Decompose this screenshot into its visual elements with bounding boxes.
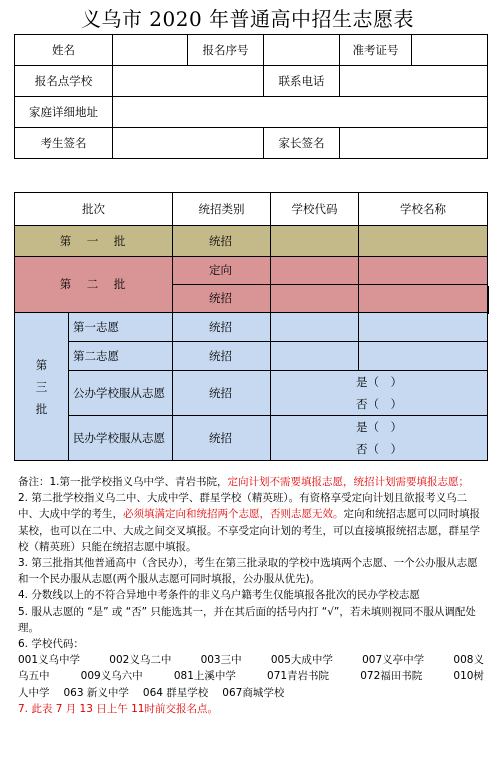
notes-section xyxy=(18,474,484,717)
first-choice-name-field[interactable] xyxy=(359,313,488,342)
note-5: 5. 服从志愿的 “是” 或 “否” 只能选其一，并在其后面的括号内打 “√”，若未填则视同不服从调配处理。 xyxy=(18,605,476,634)
batch-2-label: 第 二 批 xyxy=(15,257,173,313)
page-title: 义乌市 2020 年普通高中招生志愿表 xyxy=(80,7,415,31)
batch-3-label: 第 三 批 xyxy=(15,313,69,461)
school-codes-row-1 xyxy=(18,652,484,668)
school-field[interactable] xyxy=(113,66,264,97)
note-1-text: 备注：1.第一批学校指义乌中学、青岩书院， xyxy=(18,476,228,488)
first-choice-code-field[interactable] xyxy=(271,313,359,342)
batch-2-unified-name-field[interactable] xyxy=(359,285,488,313)
school-code: 002义乌二中 xyxy=(109,654,172,667)
batch-2-directed-category: 定向 xyxy=(173,257,271,285)
category-header: 统招类别 xyxy=(173,193,271,226)
exam-no-label: 准考证号 xyxy=(340,35,412,66)
public-obey-yes[interactable]: 是（ ） xyxy=(356,375,402,389)
parent-signature-field[interactable] xyxy=(340,128,488,159)
batch-1-label: 第 一 批 xyxy=(15,226,173,257)
school-code: 010树 xyxy=(453,670,484,683)
school-code: 005大成中学 xyxy=(270,654,333,667)
school-codes-row-2 xyxy=(18,668,484,684)
name-field[interactable] xyxy=(113,35,188,66)
school-code: 071青岩书院 xyxy=(267,670,330,683)
volunteer-table xyxy=(14,192,488,461)
second-choice-name-field[interactable] xyxy=(359,342,488,371)
note-4: 4. 分数线以上的不符合异地中考条件的非义乌户籍考生仅能填报各批次的民办学校志愿 xyxy=(18,589,420,602)
batch-1-category: 统招 xyxy=(173,226,271,257)
public-obey-no[interactable]: 否（ ） xyxy=(356,397,402,411)
school-code: 063 新义中学 xyxy=(63,686,129,699)
school-code: 003三中 xyxy=(200,654,242,667)
student-signature-field[interactable] xyxy=(113,128,264,159)
name-label: 姓名 xyxy=(15,35,113,66)
private-obey-label: 民办学校服从志愿 xyxy=(69,416,173,461)
note-2 xyxy=(18,490,484,555)
reg-no-field[interactable] xyxy=(264,35,340,66)
parent-signature-label: 家长签名 xyxy=(264,128,340,159)
school-code: 064 群星学校 xyxy=(142,686,209,699)
exam-no-field[interactable] xyxy=(412,35,488,66)
school-label: 报名点学校 xyxy=(15,66,113,97)
school-code: 008义 xyxy=(453,654,484,667)
private-obey-choice[interactable] xyxy=(271,416,488,461)
note-7: 7. 此表 7 月 13 日上午 11时前交报名点。 xyxy=(18,702,218,715)
address-field[interactable] xyxy=(113,97,488,128)
first-choice-category: 统招 xyxy=(173,313,271,342)
edge-marker xyxy=(487,286,489,314)
school-code: 067商城学校 xyxy=(222,686,285,699)
private-obey-no[interactable]: 否（ ） xyxy=(356,442,402,456)
address-label: 家庭详细地址 xyxy=(15,97,113,128)
note-1 xyxy=(18,474,484,490)
second-choice-code-field[interactable] xyxy=(271,342,359,371)
public-obey-choice[interactable] xyxy=(271,371,488,416)
school-code: 009义乌六中 xyxy=(80,670,143,683)
note-2-text: 2. 第二批学校指义乌二中、大成中学、群星学校（精英班）。有资格享受定向计划且欲报考义乌二中、大成中学的考生， xyxy=(18,492,468,521)
school-name-header: 学校名称 xyxy=(359,193,488,226)
second-choice-label: 第二志愿 xyxy=(69,342,173,371)
note-2-highlight: 必须填满定向和统招两个志愿，否则志愿无效。 xyxy=(123,508,344,521)
batch-2-unified-category: 统招 xyxy=(173,285,271,313)
note-1-highlight: 定向计划不需要填报志愿，统招计划需要填报志愿； xyxy=(227,476,470,488)
batch-2-directed-name-field[interactable] xyxy=(359,257,488,285)
school-code: 007义亭中学 xyxy=(362,654,425,667)
school-codes-row-3 xyxy=(18,685,484,701)
batch-1-code-field[interactable] xyxy=(271,226,359,257)
batch-2-directed-code-field[interactable] xyxy=(271,257,359,285)
batch-2-unified-code-field[interactable] xyxy=(271,285,359,313)
student-signature-label: 考生签名 xyxy=(15,128,113,159)
school-code: 人中学 xyxy=(18,686,50,699)
school-code: 081上溪中学 xyxy=(173,670,236,683)
school-code: 072福田书院 xyxy=(360,670,423,683)
reg-no-label: 报名序号 xyxy=(188,35,264,66)
private-obey-category: 统招 xyxy=(173,416,271,461)
school-code: 001义乌中学 xyxy=(18,654,81,667)
batch-header: 批次 xyxy=(15,193,173,226)
public-obey-category: 统招 xyxy=(173,371,271,416)
note-2-text-cont: 定向和统招志愿可以同时填报某校，也可以在二中、大成之间交叉填报。不享受定向计划的考生，可以直接填报统招志愿，群星学校（精英班）只能在统招志愿中填报。 xyxy=(18,508,480,553)
first-choice-label: 第一志愿 xyxy=(69,313,173,342)
second-choice-category: 统招 xyxy=(173,342,271,371)
phone-label: 联系电话 xyxy=(264,66,340,97)
public-obey-label: 公办学校服从志愿 xyxy=(69,371,173,416)
private-obey-yes[interactable]: 是（ ） xyxy=(356,420,402,434)
school-code: 乌五中 xyxy=(18,670,50,683)
personal-info-table xyxy=(14,34,488,159)
phone-field[interactable] xyxy=(340,66,488,97)
note-3: 3. 第三批指其他普通高中（含民办），考生在第三批录取的学校中选填两个志愿、一个公办服从志愿和一个民办服从志愿(两个服从志愿可同时填报，公办服从优先)。 xyxy=(18,557,478,586)
school-code-header: 学校代码 xyxy=(271,193,359,226)
note-6: 6. 学校代码： xyxy=(18,638,84,651)
batch-1-name-field[interactable] xyxy=(359,226,488,257)
